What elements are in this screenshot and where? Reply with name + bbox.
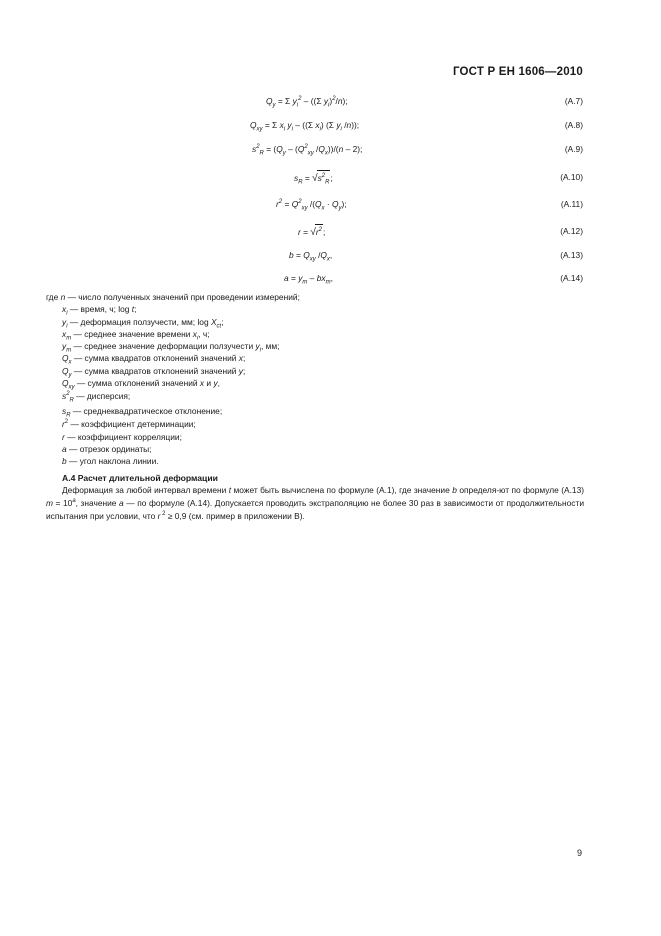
formula-a8-number: (A.8) — [564, 120, 583, 130]
def-b: b — угол наклона линии. — [62, 456, 159, 467]
formula-a10 — [0, 170, 661, 184]
formula-a9 — [0, 142, 661, 156]
formula-a13-expression: $b = Q_{xy}$ $/Q_x$, — [289, 250, 333, 263]
formula-a12 — [0, 224, 661, 238]
formula-a11-expression: $r^2 = Q^2_{xy}$ $/(Q_x \cdot Q_y)$; — [276, 199, 347, 212]
formula-a11-number: (A.11) — [560, 199, 583, 209]
formula-a8-expression: $Q_{xy} = \Sigma$ $x_i$ $y_i - ((\Sigma$ $x_i$) (Σ $y_i$ /n)); — [250, 120, 360, 133]
formula-a10-number: (A.10) — [560, 172, 583, 182]
def-y: $y_i$ — деформация ползучести, мм; $\log X_{ct}$; — [62, 316, 224, 330]
def-r: r — коэффициент корреляции; — [62, 431, 182, 442]
page-number: 9 — [576, 848, 582, 858]
formula-a9-number: (A.9) — [564, 144, 583, 154]
formula-a8 — [0, 118, 661, 132]
formula-a13 — [0, 248, 661, 262]
def-r2: $r^2$ — коэффициент детерминации; — [62, 419, 196, 430]
formula-a7-expression: $Q_y = \Sigma$ $y_i^2 - ((\Sigma$ $y_i)^2/n$); — [266, 96, 348, 109]
def-qy: $Q_y$ — сумма квадратов отклонений значений y; — [62, 365, 246, 379]
formula-a7 — [0, 94, 661, 108]
formula-a9-expression: $s^2_R = (Q_y - (Q^2_{xy}$ $/Q_x))/(n - 2)$; — [252, 144, 363, 157]
def-ym: $y_m$ — среднее значение деформации ползучести $y_i$, мм; — [62, 341, 280, 354]
def-x: $x_i$ — время, ч; log t; — [62, 304, 137, 317]
formula-a14-expression: $a = y_m - bx_m$, — [284, 273, 333, 286]
section-heading: А.4 Расчет длительной деформации — [62, 473, 218, 483]
def-n: где n — число полученных значений при проведении измерений; — [46, 292, 300, 302]
formula-a12-expression: $r = √r^2$; — [298, 224, 325, 240]
paragraph-text: Деформация за любой интервал времени t может быть вычислена по формуле (А.1), где значение b определя-ют по формуле (А.13) $m = 10^a$, значение a — по формуле (А.14). Допускается проводить экстраполяцию не более 30 раз в зависимости от продолжительности испытания при условии, что r $^2$ ≥ 0,9 (см. пример в приложении В). — [46, 485, 585, 521]
def-qx: $Q_x$ — сумма квадратов отклонений значений x; — [62, 353, 246, 367]
formula-a14 — [0, 271, 661, 285]
section-paragraph — [46, 484, 584, 522]
def-a: a — отрезок ординаты; — [62, 443, 152, 454]
formula-a12-number: (A.12) — [560, 226, 583, 236]
formula-a7-number: (A.7) — [564, 96, 583, 106]
document-header: ГОСТ Р ЕН 1606—2010 — [452, 66, 583, 78]
def-sr: $s_R$ — среднеквадратическое отклонение; — [62, 405, 223, 419]
formula-a13-number: (A.13) — [560, 250, 583, 260]
def-s2: $s^2_R$ — дисперсия; — [62, 391, 131, 405]
variable-definitions — [46, 291, 586, 468]
def-xm: $x_m$ — среднее значение времени $x_i$, ч; — [62, 328, 210, 342]
def-qxy: $Q_{xy}$ — сумма отклонений значений x и y, — [62, 378, 220, 391]
formula-a14-number: (A.14) — [560, 273, 583, 283]
formula-a10-expression: $s_R = √s^2_R$; — [294, 170, 333, 186]
formula-a11 — [0, 197, 661, 211]
